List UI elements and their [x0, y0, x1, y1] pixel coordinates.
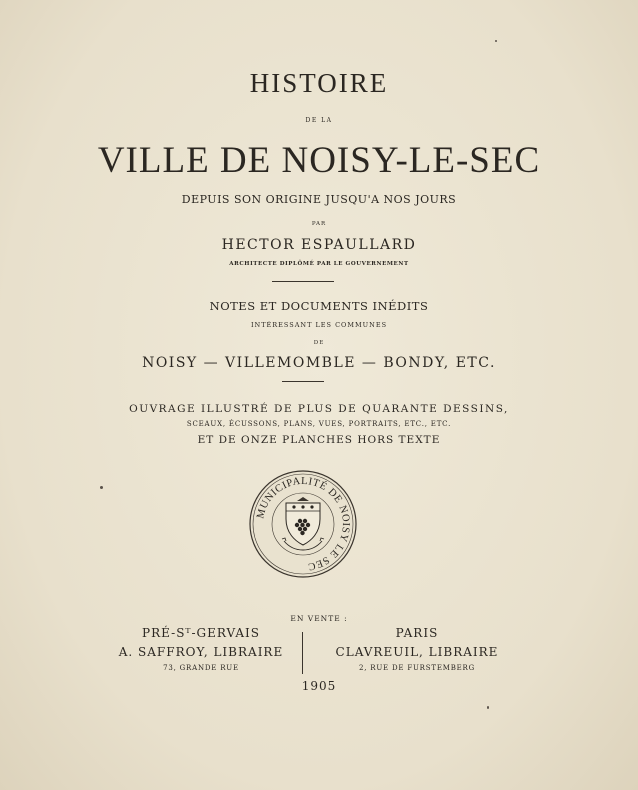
- publisher-right: [297, 626, 537, 672]
- notes-de: DE: [313, 340, 325, 346]
- divider-rule: [282, 381, 324, 382]
- communes-list: NOISY — VILLEMOMBLE — BONDY, ETC.: [142, 355, 496, 371]
- subtitle: DEPUIS SON ORIGINE JUSQU'A NOS JOURS: [181, 193, 457, 206]
- title-histoire: HISTOIRE: [249, 68, 389, 98]
- seal-text: MUNICIPALITÉ DE NOISY LE SEC: [255, 475, 352, 572]
- by-label: PAR: [311, 221, 327, 227]
- publisher-left: [81, 626, 321, 672]
- paper-speck: [495, 40, 497, 42]
- publisher-right-city: PARIS: [395, 626, 439, 640]
- municipal-seal: [248, 469, 358, 579]
- publisher-left-city: PRÉ-Sᵀ-GERVAIS: [142, 626, 260, 640]
- plates-line: ET DE ONZE PLANCHES HORS TEXTE: [197, 434, 441, 446]
- illustrations-line: OUVRAGE ILLUSTRÉ DE PLUS DE QUARANTE DESSINS,: [129, 403, 509, 415]
- divider-rule: [272, 281, 334, 282]
- publication-year: 1905: [301, 679, 337, 693]
- title-de-la: DE LA: [305, 117, 333, 124]
- publisher-left-name: A. SAFFROY, LIBRAIRE: [118, 645, 284, 659]
- publisher-right-name: CLAVREUIL, LIBRAIRE: [335, 645, 499, 659]
- publisher-right-address: 2, RUE DE FURSTEMBERG: [358, 664, 476, 672]
- notes-subheading: INTÉRESSANT LES COMMUNES: [250, 321, 388, 329]
- paper-speck: [100, 486, 103, 489]
- paper-speck: [487, 706, 489, 709]
- for-sale-label: EN VENTE :: [290, 614, 348, 623]
- author-role: ARCHITECTE DIPLÔMÉ PAR LE GOUVERNEMENT: [229, 261, 409, 267]
- publisher-left-address: 73, GRANDE RUE: [163, 664, 239, 672]
- title-ville: VILLE DE NOISY-LE-SEC: [97, 140, 541, 181]
- notes-heading: NOTES ET DOCUMENTS INÉDITS: [209, 299, 429, 313]
- author-name: HECTOR ESPAULLARD: [221, 237, 417, 253]
- illustrations-detail: SCEAUX, ÉCUSSONS, PLANS, VUES, PORTRAITS, ETC., ETC.: [186, 420, 452, 428]
